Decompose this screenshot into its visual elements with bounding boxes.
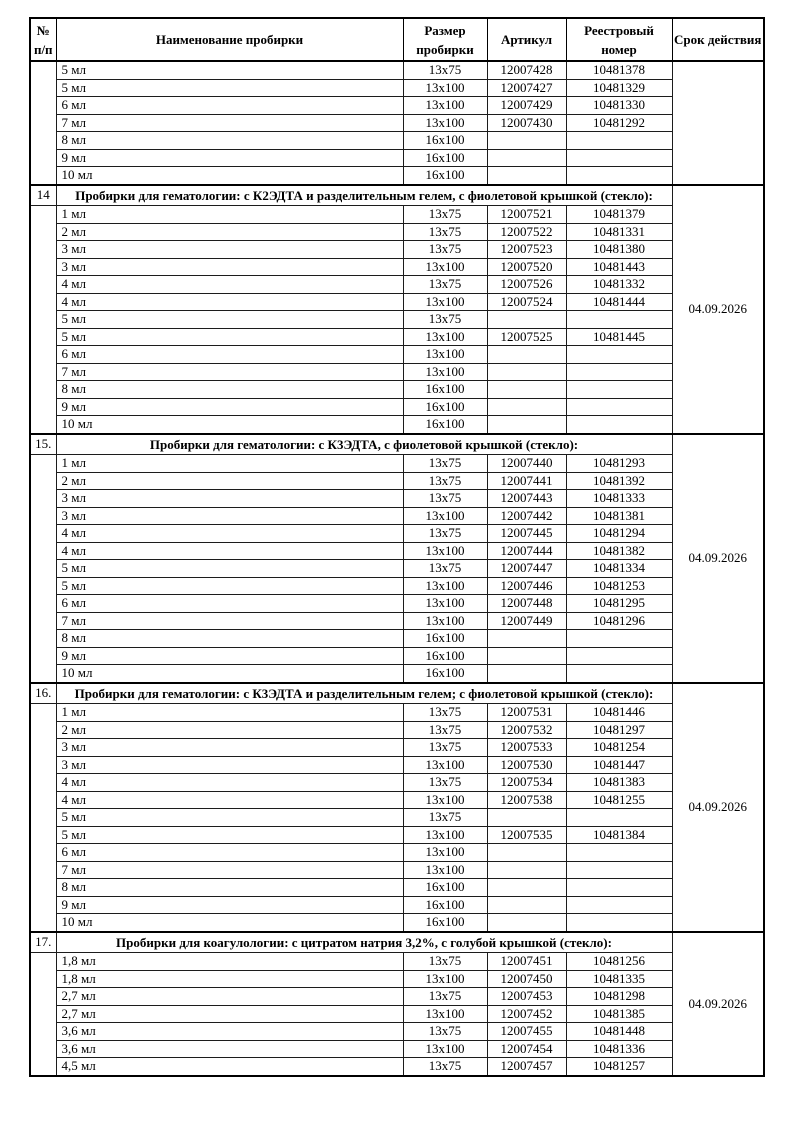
- volume-cell: 1 мл: [56, 704, 403, 722]
- registry-number-cell: 10481254: [566, 739, 672, 757]
- volume-cell: 3 мл: [56, 241, 403, 259]
- volume-cell: 2,7 мл: [56, 1005, 403, 1023]
- volume-cell: 1 мл: [56, 455, 403, 473]
- article-cell: 12007450: [487, 970, 566, 988]
- size-cell: 16x100: [403, 896, 487, 914]
- table-row: [30, 114, 764, 132]
- article-cell: 12007441: [487, 472, 566, 490]
- volume-cell: 3,6 мл: [56, 1023, 403, 1041]
- registry-number-cell: 10481330: [566, 97, 672, 115]
- volume-cell: 5 мл: [56, 79, 403, 97]
- table-row: [30, 328, 764, 346]
- article-cell: [487, 896, 566, 914]
- article-cell: 12007445: [487, 525, 566, 543]
- table-row: [30, 223, 764, 241]
- table-row: [30, 826, 764, 844]
- size-cell: 16x100: [403, 381, 487, 399]
- volume-cell: 3 мл: [56, 490, 403, 508]
- registry-number-cell: [566, 132, 672, 150]
- volume-cell: 3,6 мл: [56, 1040, 403, 1058]
- volume-cell: 5 мл: [56, 328, 403, 346]
- article-cell: 12007443: [487, 490, 566, 508]
- registry-number-cell: 10481333: [566, 490, 672, 508]
- registry-number-cell: 10481332: [566, 276, 672, 294]
- volume-cell: 1 мл: [56, 206, 403, 224]
- article-cell: 12007521: [487, 206, 566, 224]
- table-row: [30, 774, 764, 792]
- size-cell: 13x100: [403, 258, 487, 276]
- registry-number-cell: [566, 914, 672, 932]
- tube-products-table: [29, 17, 765, 1077]
- table-row: [30, 953, 764, 971]
- section-title: Пробирки для гематологии: с К3ЭДТА, с фиолетовой крышкой (стекло):: [56, 434, 672, 455]
- volume-cell: 1,8 мл: [56, 970, 403, 988]
- section-header-row: [30, 434, 764, 455]
- volume-cell: 6 мл: [56, 346, 403, 364]
- registry-number-cell: 10481334: [566, 560, 672, 578]
- registry-number-cell: 10481297: [566, 721, 672, 739]
- table-row: [30, 914, 764, 932]
- volume-cell: 4 мл: [56, 774, 403, 792]
- registry-number-cell: 10481256: [566, 953, 672, 971]
- registry-number-cell: 10481294: [566, 525, 672, 543]
- article-cell: 12007440: [487, 455, 566, 473]
- size-cell: 16x100: [403, 398, 487, 416]
- volume-cell: 8 мл: [56, 879, 403, 897]
- registry-number-cell: [566, 630, 672, 648]
- section-header-row: [30, 683, 764, 704]
- size-cell: 13x75: [403, 206, 487, 224]
- table-row: [30, 595, 764, 613]
- row-number-spacer-cell: [30, 61, 56, 185]
- size-cell: 13x100: [403, 756, 487, 774]
- table-row: [30, 311, 764, 329]
- size-cell: 13x100: [403, 595, 487, 613]
- table-header: [30, 18, 764, 61]
- volume-cell: 4 мл: [56, 525, 403, 543]
- article-cell: 12007535: [487, 826, 566, 844]
- table-row: [30, 988, 764, 1006]
- table-row: [30, 149, 764, 167]
- table-row: [30, 381, 764, 399]
- registry-number-cell: [566, 844, 672, 862]
- section-number-cell: 14: [30, 185, 56, 206]
- size-cell: 13x100: [403, 826, 487, 844]
- table-row: [30, 79, 764, 97]
- row-number-spacer-cell: [30, 206, 56, 434]
- size-cell: 13x100: [403, 1005, 487, 1023]
- volume-cell: 3 мл: [56, 258, 403, 276]
- volume-cell: 10 мл: [56, 665, 403, 683]
- size-cell: 13x100: [403, 114, 487, 132]
- article-cell: 12007448: [487, 595, 566, 613]
- article-cell: [487, 167, 566, 185]
- table-row: [30, 739, 764, 757]
- registry-number-cell: 10481292: [566, 114, 672, 132]
- article-cell: [487, 311, 566, 329]
- table-row: [30, 206, 764, 224]
- size-cell: 16x100: [403, 665, 487, 683]
- article-cell: [487, 861, 566, 879]
- volume-cell: 8 мл: [56, 381, 403, 399]
- table-header-row: [30, 18, 764, 61]
- volume-cell: 5 мл: [56, 311, 403, 329]
- registry-number-cell: [566, 363, 672, 381]
- table-row: [30, 630, 764, 648]
- volume-cell: 3 мл: [56, 507, 403, 525]
- article-cell: 12007525: [487, 328, 566, 346]
- article-cell: 12007428: [487, 61, 566, 79]
- volume-cell: 9 мл: [56, 398, 403, 416]
- article-cell: [487, 844, 566, 862]
- size-cell: 13x100: [403, 328, 487, 346]
- volume-cell: 7 мл: [56, 114, 403, 132]
- size-cell: 13x100: [403, 970, 487, 988]
- table-row: [30, 398, 764, 416]
- size-cell: 13x75: [403, 276, 487, 294]
- validity-date-cell: [672, 61, 764, 185]
- table-row: [30, 490, 764, 508]
- size-cell: 13x75: [403, 490, 487, 508]
- volume-cell: 5 мл: [56, 826, 403, 844]
- registry-number-cell: 10481379: [566, 206, 672, 224]
- article-cell: [487, 630, 566, 648]
- size-cell: 13x75: [403, 61, 487, 79]
- table-row: [30, 525, 764, 543]
- article-cell: 12007427: [487, 79, 566, 97]
- registry-number-cell: [566, 809, 672, 827]
- article-cell: [487, 132, 566, 150]
- registry-number-cell: 10481381: [566, 507, 672, 525]
- registry-number-cell: 10481444: [566, 293, 672, 311]
- table-row: [30, 363, 764, 381]
- size-cell: 13x75: [403, 455, 487, 473]
- registry-number-cell: 10481448: [566, 1023, 672, 1041]
- size-cell: 13x75: [403, 525, 487, 543]
- registry-number-cell: 10481295: [566, 595, 672, 613]
- size-cell: 13x100: [403, 363, 487, 381]
- size-cell: 13x75: [403, 953, 487, 971]
- column-header-row-number: № п/п: [30, 18, 56, 61]
- volume-cell: 4 мл: [56, 791, 403, 809]
- table-row: [30, 896, 764, 914]
- registry-number-cell: [566, 647, 672, 665]
- registry-number-cell: [566, 167, 672, 185]
- size-cell: 13x100: [403, 791, 487, 809]
- table-row: [30, 1040, 764, 1058]
- registry-number-cell: 10481447: [566, 756, 672, 774]
- volume-cell: 9 мл: [56, 896, 403, 914]
- article-cell: 12007532: [487, 721, 566, 739]
- size-cell: 16x100: [403, 914, 487, 932]
- table-row: [30, 61, 764, 79]
- size-cell: 13x75: [403, 774, 487, 792]
- size-cell: 13x75: [403, 1023, 487, 1041]
- article-cell: [487, 914, 566, 932]
- row-number-spacer-cell: [30, 704, 56, 932]
- registry-number-cell: 10481253: [566, 577, 672, 595]
- section-number-cell: 15.: [30, 434, 56, 455]
- article-cell: [487, 363, 566, 381]
- section-title: Пробирки для коагулологии: с цитратом натрия 3,2%, с голубой крышкой (стекло):: [56, 932, 672, 953]
- size-cell: 13x100: [403, 79, 487, 97]
- volume-cell: 10 мл: [56, 167, 403, 185]
- section-title: Пробирки для гематологии: с К3ЭДТА и разделительным гелем; с фиолетовой крышкой (стекло):: [56, 683, 672, 704]
- registry-number-cell: [566, 896, 672, 914]
- size-cell: 13x75: [403, 560, 487, 578]
- row-number-spacer-cell: [30, 455, 56, 683]
- article-cell: [487, 416, 566, 434]
- size-cell: 16x100: [403, 416, 487, 434]
- size-cell: 13x100: [403, 612, 487, 630]
- registry-number-cell: 10481335: [566, 970, 672, 988]
- article-cell: 12007442: [487, 507, 566, 525]
- size-cell: 13x75: [403, 311, 487, 329]
- volume-cell: 8 мл: [56, 132, 403, 150]
- volume-cell: 7 мл: [56, 861, 403, 879]
- table-row: [30, 455, 764, 473]
- table-row: [30, 1023, 764, 1041]
- registry-number-cell: 10481380: [566, 241, 672, 259]
- article-cell: 12007457: [487, 1058, 566, 1076]
- size-cell: 13x75: [403, 241, 487, 259]
- volume-cell: 4 мл: [56, 293, 403, 311]
- article-cell: 12007451: [487, 953, 566, 971]
- section-number-cell: 16.: [30, 683, 56, 704]
- size-cell: 16x100: [403, 132, 487, 150]
- table-row: [30, 1005, 764, 1023]
- table-row: [30, 293, 764, 311]
- article-cell: 12007538: [487, 791, 566, 809]
- article-cell: [487, 665, 566, 683]
- volume-cell: 9 мл: [56, 647, 403, 665]
- article-cell: 12007429: [487, 97, 566, 115]
- article-cell: [487, 346, 566, 364]
- article-cell: 12007531: [487, 704, 566, 722]
- registry-number-cell: 10481293: [566, 455, 672, 473]
- article-cell: [487, 381, 566, 399]
- size-cell: 13x100: [403, 293, 487, 311]
- table-row: [30, 167, 764, 185]
- volume-cell: 6 мл: [56, 595, 403, 613]
- article-cell: [487, 809, 566, 827]
- section-header-row: [30, 932, 764, 953]
- article-cell: 12007447: [487, 560, 566, 578]
- table-row: [30, 704, 764, 722]
- table-row: [30, 97, 764, 115]
- volume-cell: 6 мл: [56, 844, 403, 862]
- column-header-validity-term: Срок действия: [672, 18, 764, 61]
- table-row: [30, 472, 764, 490]
- registry-number-cell: 10481384: [566, 826, 672, 844]
- validity-date-cell: 04.09.2026: [672, 434, 764, 683]
- registry-number-cell: [566, 311, 672, 329]
- registry-number-cell: [566, 665, 672, 683]
- column-header-tube-name: Наименование пробирки: [56, 18, 403, 61]
- size-cell: 13x75: [403, 223, 487, 241]
- registry-number-cell: 10481382: [566, 542, 672, 560]
- table-row: [30, 132, 764, 150]
- volume-cell: 4,5 мл: [56, 1058, 403, 1076]
- section-number-cell: 17.: [30, 932, 56, 953]
- table-row: [30, 416, 764, 434]
- registry-number-cell: [566, 381, 672, 399]
- article-cell: 12007430: [487, 114, 566, 132]
- volume-cell: 4 мл: [56, 542, 403, 560]
- validity-date-cell: 04.09.2026: [672, 185, 764, 434]
- table-body: [30, 61, 764, 1076]
- article-cell: [487, 879, 566, 897]
- size-cell: 13x75: [403, 704, 487, 722]
- registry-number-cell: 10481385: [566, 1005, 672, 1023]
- table-row: [30, 665, 764, 683]
- validity-date-cell: 04.09.2026: [672, 932, 764, 1076]
- table-row: [30, 756, 764, 774]
- table-row: [30, 809, 764, 827]
- volume-cell: 2 мл: [56, 472, 403, 490]
- article-cell: 12007520: [487, 258, 566, 276]
- size-cell: 16x100: [403, 149, 487, 167]
- size-cell: 13x100: [403, 507, 487, 525]
- article-cell: 12007453: [487, 988, 566, 1006]
- table-row: [30, 791, 764, 809]
- size-cell: 13x100: [403, 97, 487, 115]
- article-cell: 12007530: [487, 756, 566, 774]
- article-cell: 12007522: [487, 223, 566, 241]
- registry-number-cell: 10481383: [566, 774, 672, 792]
- table-row: [30, 258, 764, 276]
- volume-cell: 3 мл: [56, 739, 403, 757]
- size-cell: 13x75: [403, 1058, 487, 1076]
- size-cell: 13x100: [403, 1040, 487, 1058]
- volume-cell: 2 мл: [56, 721, 403, 739]
- volume-cell: 3 мл: [56, 756, 403, 774]
- size-cell: 13x75: [403, 472, 487, 490]
- article-cell: [487, 647, 566, 665]
- registry-number-cell: 10481392: [566, 472, 672, 490]
- table-row: [30, 612, 764, 630]
- volume-cell: 7 мл: [56, 612, 403, 630]
- volume-cell: 5 мл: [56, 577, 403, 595]
- volume-cell: 2,7 мл: [56, 988, 403, 1006]
- registry-number-cell: 10481257: [566, 1058, 672, 1076]
- article-cell: 12007523: [487, 241, 566, 259]
- section-header-row: [30, 185, 764, 206]
- table-row: [30, 861, 764, 879]
- registry-number-cell: 10481445: [566, 328, 672, 346]
- registry-number-cell: 10481331: [566, 223, 672, 241]
- column-header-registry-number: Реестровый номер: [566, 18, 672, 61]
- registry-number-cell: [566, 398, 672, 416]
- size-cell: 13x75: [403, 721, 487, 739]
- size-cell: 13x75: [403, 809, 487, 827]
- table-row: [30, 1058, 764, 1076]
- column-header-article: Артикул: [487, 18, 566, 61]
- article-cell: 12007454: [487, 1040, 566, 1058]
- article-cell: 12007449: [487, 612, 566, 630]
- article-cell: 12007455: [487, 1023, 566, 1041]
- volume-cell: 1,8 мл: [56, 953, 403, 971]
- registry-number-cell: 10481329: [566, 79, 672, 97]
- registry-number-cell: 10481296: [566, 612, 672, 630]
- volume-cell: 6 мл: [56, 97, 403, 115]
- volume-cell: 8 мл: [56, 630, 403, 648]
- registry-number-cell: [566, 346, 672, 364]
- registry-number-cell: 10481446: [566, 704, 672, 722]
- table-row: [30, 276, 764, 294]
- table-row: [30, 346, 764, 364]
- article-cell: 12007446: [487, 577, 566, 595]
- table-row: [30, 560, 764, 578]
- validity-date-cell: 04.09.2026: [672, 683, 764, 932]
- row-number-spacer-cell: [30, 953, 56, 1076]
- size-cell: 16x100: [403, 879, 487, 897]
- registry-number-cell: 10481378: [566, 61, 672, 79]
- size-cell: 16x100: [403, 167, 487, 185]
- size-cell: 13x100: [403, 577, 487, 595]
- registry-number-cell: 10481255: [566, 791, 672, 809]
- size-cell: 13x75: [403, 739, 487, 757]
- volume-cell: 10 мл: [56, 416, 403, 434]
- table-row: [30, 577, 764, 595]
- article-cell: 12007534: [487, 774, 566, 792]
- table-row: [30, 844, 764, 862]
- size-cell: 13x75: [403, 988, 487, 1006]
- table-row: [30, 507, 764, 525]
- article-cell: [487, 398, 566, 416]
- registry-number-cell: [566, 416, 672, 434]
- volume-cell: 7 мл: [56, 363, 403, 381]
- article-cell: 12007526: [487, 276, 566, 294]
- registry-number-cell: 10481443: [566, 258, 672, 276]
- registry-number-cell: [566, 861, 672, 879]
- registry-number-cell: [566, 879, 672, 897]
- size-cell: 16x100: [403, 630, 487, 648]
- article-cell: [487, 149, 566, 167]
- article-cell: 12007524: [487, 293, 566, 311]
- volume-cell: 5 мл: [56, 560, 403, 578]
- size-cell: 13x100: [403, 542, 487, 560]
- article-cell: 12007444: [487, 542, 566, 560]
- volume-cell: 5 мл: [56, 61, 403, 79]
- volume-cell: 10 мл: [56, 914, 403, 932]
- size-cell: 16x100: [403, 647, 487, 665]
- table-row: [30, 970, 764, 988]
- registry-number-cell: [566, 149, 672, 167]
- table-row: [30, 241, 764, 259]
- column-header-tube-size: Размер пробирки: [403, 18, 487, 61]
- volume-cell: 5 мл: [56, 809, 403, 827]
- table-row: [30, 879, 764, 897]
- section-title: Пробирки для гематологии: с К2ЭДТА и разделительным гелем, с фиолетовой крышкой (стекло):: [56, 185, 672, 206]
- table-row: [30, 542, 764, 560]
- volume-cell: 4 мл: [56, 276, 403, 294]
- registry-number-cell: 10481336: [566, 1040, 672, 1058]
- table-row: [30, 721, 764, 739]
- volume-cell: 9 мл: [56, 149, 403, 167]
- article-cell: 12007533: [487, 739, 566, 757]
- registry-number-cell: 10481298: [566, 988, 672, 1006]
- table-row: [30, 647, 764, 665]
- size-cell: 13x100: [403, 844, 487, 862]
- article-cell: 12007452: [487, 1005, 566, 1023]
- volume-cell: 2 мл: [56, 223, 403, 241]
- size-cell: 13x100: [403, 346, 487, 364]
- size-cell: 13x100: [403, 861, 487, 879]
